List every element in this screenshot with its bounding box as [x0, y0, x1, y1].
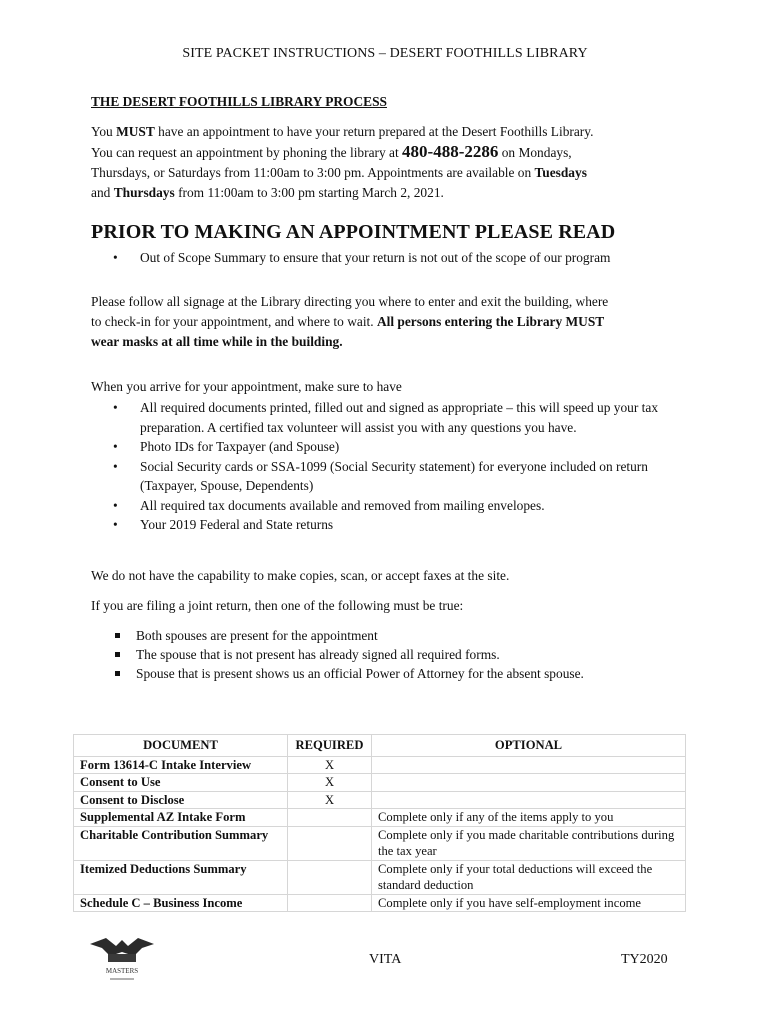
intro-paragraph — [91, 122, 691, 203]
list-item: Both spouses are present for the appointment — [113, 626, 673, 645]
no-copies-note: We do not have the capability to make copies, scan, or accept faxes at the site. — [91, 568, 510, 583]
square-bullet-icon — [115, 671, 120, 676]
footer-center: VITA — [369, 952, 402, 967]
square-bullet-icon — [115, 652, 120, 657]
page-header: SITE PACKET INSTRUCTIONS – DESERT FOOTHILLS LIBRARY — [182, 46, 588, 61]
bullet-icon: • — [113, 250, 118, 265]
list-item: The spouse that is not present has already signed all required forms. — [113, 645, 673, 664]
phone-number: 480-488-2286 — [402, 142, 499, 161]
list-item: • All required documents printed, filled out and signed as appropriate – this will speed up your tax preparation. A certified tax volunteer will assist you with any questions you have. — [113, 400, 659, 435]
list-item: Spouse that is present shows us an official Power of Attorney for the absent spouse. — [113, 664, 673, 683]
intro-line-3: Thursdays, or Saturdays from 11:00am to 3:00 pm. Appointments are available on Tuesdays — [91, 165, 587, 180]
joint-list — [113, 626, 673, 683]
table-row: Charitable Contribution Summary Complete only if you made charitable contributions during the tax year — [74, 826, 686, 860]
column-header-required: REQUIRED — [288, 735, 372, 757]
list-item: • Out of Scope Summary to ensure that your return is not out of the scope of our program — [113, 248, 683, 268]
bullet-icon: • — [113, 517, 118, 532]
column-header-optional: OPTIONAL — [372, 735, 686, 757]
bullet-icon: • — [113, 439, 118, 454]
arrive-list — [113, 398, 683, 535]
table-header-row — [74, 735, 686, 757]
table-row: Form 13614-C Intake Interview X — [74, 756, 686, 774]
logo-text: MASTERS — [105, 967, 139, 975]
documents-table — [73, 734, 686, 912]
table-row: Consent to Disclose X — [74, 791, 686, 809]
bullet-icon: • — [113, 458, 118, 474]
table-row: Schedule C – Business Income Complete only if you have self-employment income — [74, 894, 686, 912]
bullet-icon: • — [113, 497, 118, 513]
intro-line-2: You can request an appointment by phoning the library at 480-488-2286 on Mondays, — [91, 142, 572, 161]
section-title: THE DESERT FOOTHILLS LIBRARY PROCESS — [91, 94, 387, 109]
list-item: • Your 2019 Federal and State returns — [113, 515, 683, 535]
table-row: Itemized Deductions Summary Complete only if your total deductions will exceed the standard deduction — [74, 860, 686, 894]
bullet-icon: • — [113, 400, 118, 415]
table-row: Consent to Use X — [74, 774, 686, 792]
intro-line-4: and Thursdays from 11:00am to 3:00 pm starting March 2, 2021. — [91, 185, 444, 200]
joint-intro: If you are filing a joint return, then one of the following must be true: — [91, 598, 464, 613]
prior-heading: PRIOR TO MAKING AN APPOINTMENT PLEASE READ — [91, 221, 616, 243]
list-item: • Photo IDs for Taxpayer (and Spouse) — [113, 437, 683, 457]
signage-paragraph: Please follow all signage at the Library directing you where to enter and exit the building, where to check-in for your appointment, and where to wait. All persons entering the Library MUST wear masks at all time while in the building. — [91, 294, 609, 349]
prior-list — [113, 248, 683, 268]
table-row: Supplemental AZ Intake Form Complete only if any of the items apply to you — [74, 809, 686, 827]
arrive-intro: When you arrive for your appointment, make sure to have — [91, 379, 402, 394]
list-item: • All required tax documents available and removed from mailing envelopes. — [113, 496, 683, 516]
intro-line-1: You MUST have an appointment to have your return prepared at the Desert Foothills Library. — [91, 124, 594, 139]
column-header-document: DOCUMENT — [74, 735, 288, 757]
square-bullet-icon — [115, 633, 120, 638]
masters-logo — [86, 934, 158, 986]
list-item: • Social Security cards or SSA-1099 (Social Security statement) for everyone included on return (Taxpayer, Spouse, Dependents) — [113, 458, 648, 493]
footer-right: TY2020 — [621, 952, 668, 967]
